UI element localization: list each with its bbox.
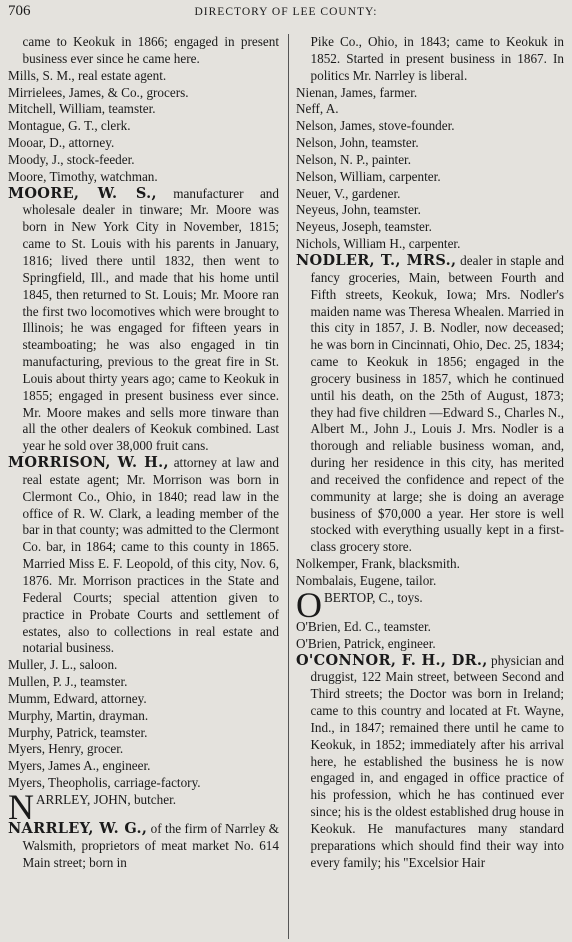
biographical-entry: [8, 186, 279, 456]
directory-entry: Nolkemper, Frank, blacksmith.: [296, 556, 460, 572]
directory-entry: Mitchell, William, teamster.: [8, 101, 156, 117]
directory-entry: Neyeus, John, teamster.: [296, 202, 421, 218]
page-number: 706: [8, 3, 31, 19]
entry-text: BERTOP, C., toys.: [324, 589, 423, 605]
directory-entry: Myers, Henry, grocer.: [8, 741, 124, 757]
directory-entry: Nelson, John, teamster.: [296, 135, 419, 151]
continued-entry: came to Keokuk in 1866; engaged in present business ever since he came here.: [22, 34, 279, 66]
biographical-entry: [8, 455, 279, 657]
entry-text: manufacturer and wholesale dealer in tinware; Mr. Moore was born in New York City in November, 1815; came to St. Louis with his parents in January, 1816; lived there until 1832, then went to Springfield, Ill., and made that his home until 1845, then returned to St. Louis; Mr. Moore ran the first two locomotives which were brought to Illinois; he was engaged for fifteen years in steamboating; he was also engaged in tin manufacturing, previous to the great fire in St. Louis about thirty years ago; came to Keokuk in 1855; engaged in present business ever since. Mr. Moore makes and sells more tinware than all the other dealers of Keokuk combined. Last year he sold over 38,000 fruit cans.: [22, 185, 279, 454]
directory-entry: Murphy, Martin, drayman.: [8, 707, 149, 723]
running-head: DIRECTORY OF LEE COUNTY:: [194, 6, 378, 18]
directory-entry: Neyeus, Joseph, teamster.: [296, 219, 432, 235]
drop-cap: N: [8, 791, 34, 821]
page-header: [8, 3, 564, 23]
directory-entry: Neuer, V., gardener.: [296, 185, 401, 201]
entry-name: NARRLEY, W. G.,: [8, 819, 148, 837]
directory-entry: Montague, G. T., clerk.: [8, 118, 131, 134]
section-start-entry: [8, 792, 279, 821]
entry-text: of the firm of Narrley & Walsmith, proprietors of meat market No. 614 Main street; born in: [22, 820, 279, 870]
directory-entry: Muller, J. L., saloon.: [8, 657, 118, 673]
entry-name: MORRISON, W. H.,: [8, 454, 169, 472]
directory-entry: Nombalais, Eugene, tailor.: [296, 573, 437, 588]
column-divider: [288, 34, 289, 939]
directory-entry: Myers, James A., engineer.: [8, 758, 151, 774]
directory-entry: Neff, A.: [296, 101, 339, 117]
directory-entry: Myers, Theopholis, carriage-factory.: [8, 775, 201, 791]
biographical-entry: [296, 253, 564, 556]
directory-entry: Mirrielees, James, & Co., grocers.: [8, 84, 189, 100]
directory-entry: Mills, S. M., real estate agent.: [8, 67, 167, 83]
entry-name: O'CONNOR, F. H., DR.,: [296, 651, 488, 669]
right-column: [296, 34, 564, 872]
entry-text: dealer in staple and fancy groceries, Main, between Fourth and Fifth streets, Keokuk, Iowa; Mrs. Nodler's maiden name was Theresa Whealen. Married in this city in 1857, J. B. Nodler, now deceased; he was born in Cincinnati, Ohio, Dec. 25, 1834; came to Keokuk in 1856; engaged in the grocery business in 1857, which he continued until his death, on the 25th of August, 1873; they had five children —Edward S., Charles N., Albert M., John J., Louis J. Mrs. Nodler is a thorough and reliable business woman, and, during her residence in this city, has merited and received the confidence and repect of the community at large; she is doing an average business of $70,000 a year. Her store is well stocked with everything usually kept in a first-class grocery store.: [310, 252, 564, 555]
entry-text: physician and druggist, 122 Main street, between Second and Third streets; the Doctor was born in Ireland; came to this country and located at Ft. Wayne, Ind., in 1847; remained there until he came to Keokuk, in 1852; immediately after his arrival here, he established the business he is now engaged in, and engaged in office practice of his profession, which he has continued ever since; his is the oldest established drug house in Keokuk. He manufactures many standard preparations which should find their way into every family; his "Excelsior Hair: [310, 652, 564, 870]
directory-entry: Mullen, P. J., teamster.: [8, 674, 128, 690]
directory-entry: Nelson, William, carpenter.: [296, 168, 441, 184]
left-column: [8, 34, 279, 872]
directory-entry: Mumm, Edward, attorney.: [8, 690, 147, 706]
directory-entry: O'Brien, Patrick, engineer.: [296, 635, 436, 651]
drop-cap: O: [296, 589, 322, 619]
biographical-entry: [8, 821, 279, 872]
entry-text: ARRLEY, JOHN, butcher.: [36, 791, 177, 807]
directory-entry: Murphy, Patrick, teamster.: [8, 724, 148, 740]
directory-entry: Nichols, William H., carpenter.: [296, 236, 461, 252]
directory-entry: O'Brien, Ed. C., teamster.: [296, 618, 431, 634]
directory-entry: Nelson, N. P., painter.: [296, 151, 412, 167]
directory-entry: Mooar, D., attorney.: [8, 135, 115, 151]
entry-name: MOORE, W. S.,: [8, 184, 157, 202]
continued-entry: Pike Co., Ohio, in 1843; came to Keokuk in 1852. Started in present business in 1867. In politics Mr. Narrley is liberal.: [310, 34, 564, 83]
entry-text: attorney at law and real estate agent; Mr. Morrison was born in Clermont Co., Ohio, in 1840; read law in the office of R. W. Clark, a leading member of the bar in that county; was admitted to the Clermont Co. bar, in 1864; came to this county in 1865. Married Miss E. F. Leopold, of this city, Nov. 6, 1876. Mr. Morrison practices in the State and Federal Courts; special attention given to practice in Probate Courts and settlement of estates, also to collections in real estate and notarial business.: [22, 455, 279, 656]
directory-entry: Moody, J., stock-feeder.: [8, 151, 135, 167]
entry-name: NODLER, T., MRS.,: [296, 251, 457, 269]
directory-entry: Nelson, James, stove-founder.: [296, 118, 455, 134]
biographical-entry: [296, 653, 564, 872]
section-start-entry: [296, 590, 564, 619]
directory-entry: Moore, Timothy, watchman.: [8, 168, 158, 184]
directory-entry: Nienan, James, farmer.: [296, 84, 418, 100]
